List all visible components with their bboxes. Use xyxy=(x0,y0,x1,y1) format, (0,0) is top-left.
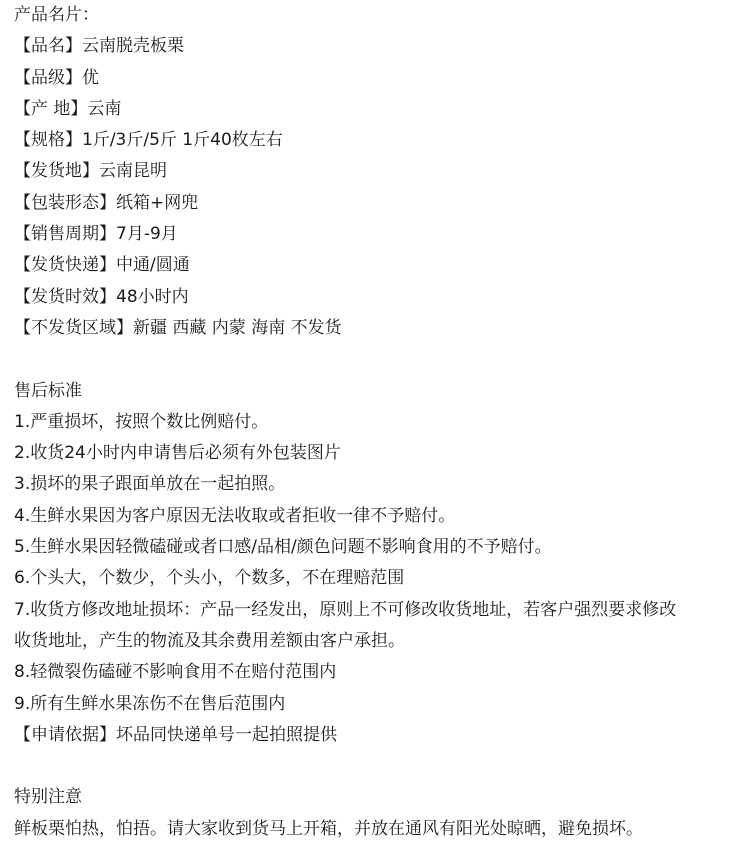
after-sales-rule: 3.损坏的果子跟面单放在一起拍照。 xyxy=(14,474,286,495)
ship-time-line: 【发货时效】48小时内 xyxy=(14,286,189,307)
product-card-heading: 产品名片： xyxy=(14,5,99,25)
after-sales-rule: 7.收货方修改地址损坏：产品一经发出，原则上不可修改收货地址，若客户强烈要求修改 xyxy=(14,599,677,620)
after-sales-rule-continued: 收货地址，产生的物流及其余费用差额由客户承担。 xyxy=(14,630,405,651)
after-sales-rule: 2.收货24小时内申请售后必须有外包装图片 xyxy=(14,443,341,464)
after-sales-rule: 4.生鲜水果因为客户原因无法收取或者拒收一律不予赔付。 xyxy=(14,505,456,526)
claim-basis-line: 【申请依据】坏品同快递单号一起拍照提供 xyxy=(14,724,337,745)
after-sales-section xyxy=(14,376,724,752)
product-spec-line: 【规格】1斤/3斤/5斤 1斤40枚左右 xyxy=(14,130,283,151)
after-sales-heading: 售后标准 xyxy=(14,380,82,401)
sales-period-line: 【销售周期】7月-9月 xyxy=(14,224,178,245)
document-body xyxy=(14,0,724,845)
courier-line: 【发货快递】中通/圆通 xyxy=(14,255,190,276)
special-notes-heading: 特别注意 xyxy=(14,787,82,808)
packaging-line: 【包装形态】纸箱+网兜 xyxy=(14,192,199,213)
product-grade-line: 【品级】优 xyxy=(14,67,99,88)
ship-from-line: 【发货地】云南昆明 xyxy=(14,161,167,182)
after-sales-rule: 9.所有生鲜水果冻伤不在售后范围内 xyxy=(14,693,286,714)
spacer xyxy=(14,751,724,782)
no-ship-regions-line: 【不发货区域】新疆 西藏 内蒙 海南 不发货 xyxy=(14,317,342,338)
after-sales-rule: 6.个头大，个数少，个头小，个数多，不在理赔范围 xyxy=(14,568,405,589)
after-sales-rule: 8.轻微裂伤磕碰不影响食用不在赔付范围内 xyxy=(14,662,337,683)
special-notes-section xyxy=(14,782,724,845)
after-sales-rule: 5.生鲜水果因轻微磕碰或者口感/品相/颜色问题不影响食用的不予赔付。 xyxy=(14,537,552,558)
product-name-line: 【品名】云南脱壳板栗 xyxy=(14,36,184,57)
spacer xyxy=(14,344,724,375)
product-origin-line: 【产 地】云南 xyxy=(14,98,122,119)
product-card-section xyxy=(14,0,724,344)
after-sales-rule: 1.严重损坏，按照个数比例赔付。 xyxy=(14,411,269,432)
special-note-text: 鲜板栗怕热，怕捂。请大家收到货马上开箱，并放在通风有阳光处晾晒，避免损坏。 xyxy=(14,818,643,839)
